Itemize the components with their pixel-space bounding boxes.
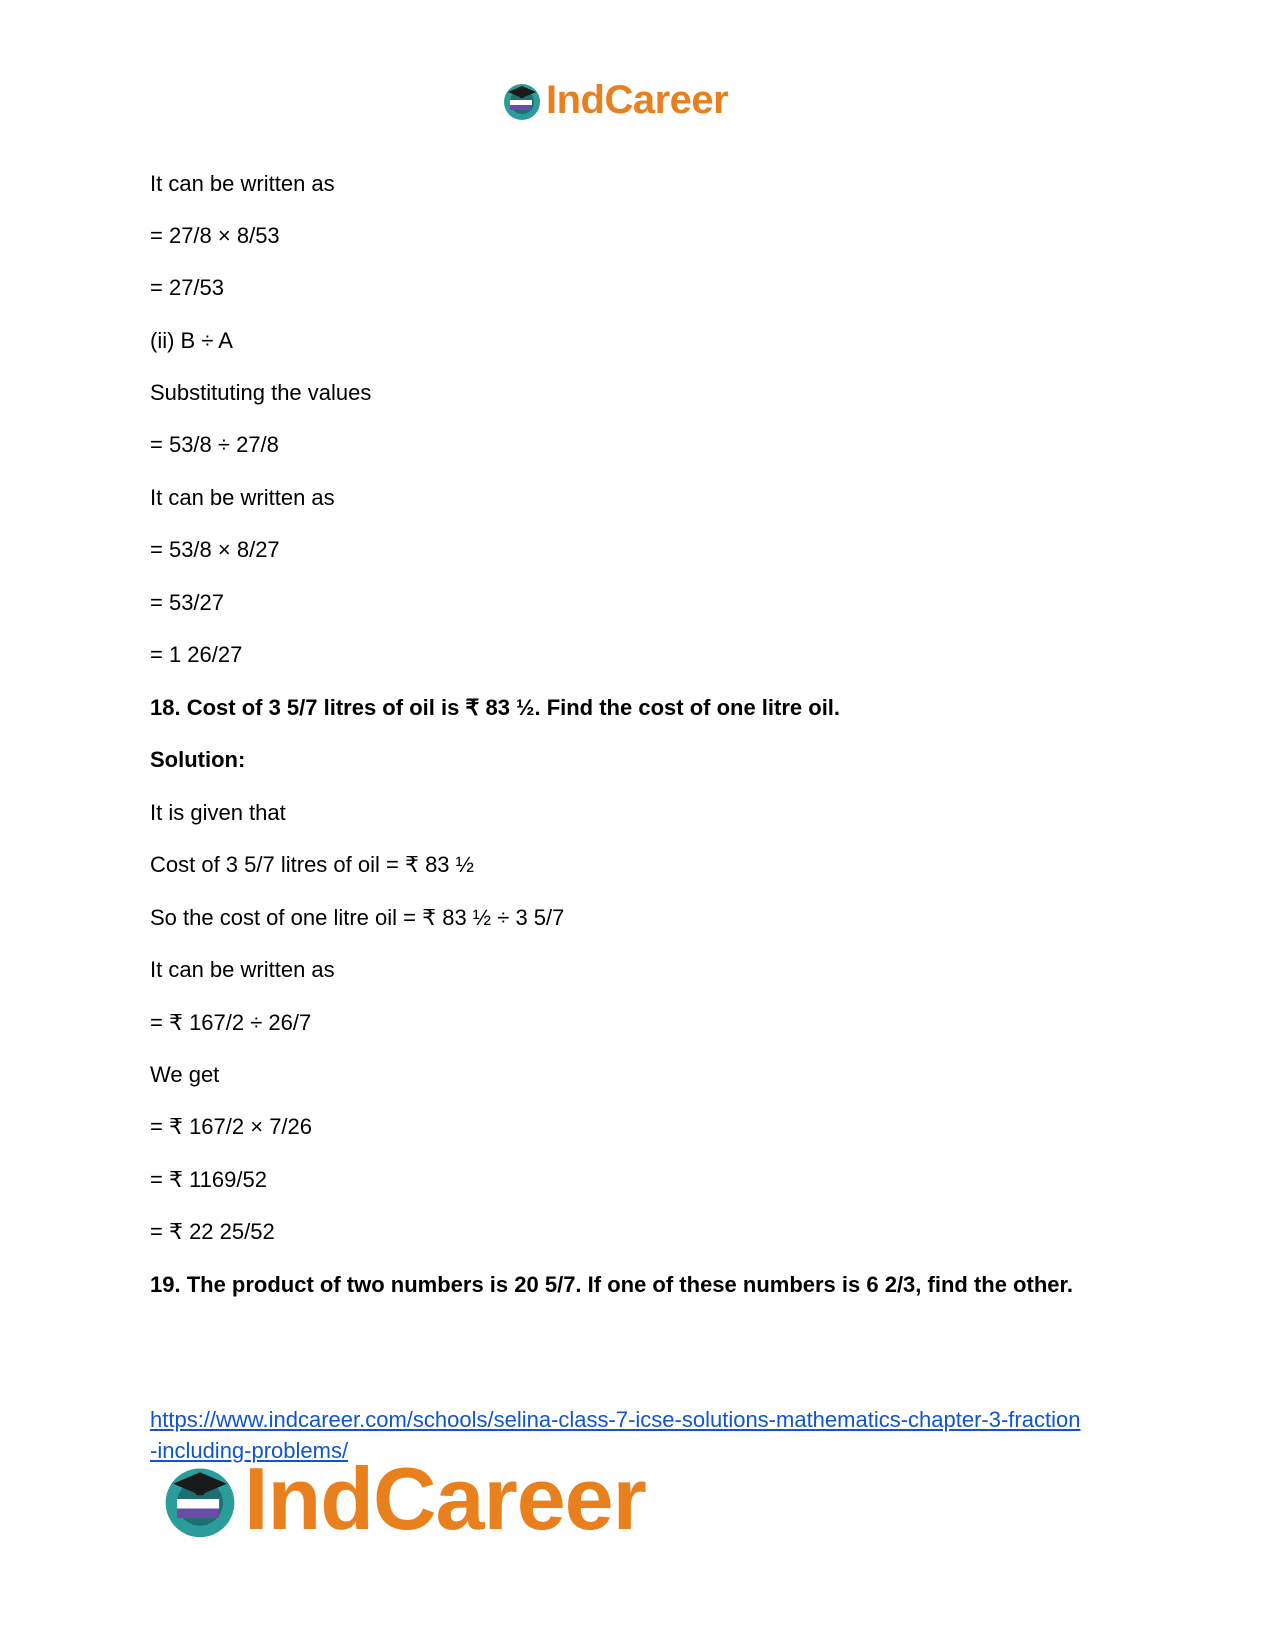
question-heading: 19. The product of two numbers is 20 5/7. If one of these numbers is 6 2/3, find the other.: [150, 1272, 1073, 1297]
text-line: = ₹ 167/2 ÷ 26/7: [150, 1010, 312, 1035]
text-line: It can be written as: [150, 171, 335, 196]
text-line: = 1 26/27: [150, 642, 243, 667]
text-line: So the cost of one litre oil = ₹ 83 ½ ÷ 3 5/7: [150, 905, 565, 930]
text-line: = ₹ 1169/52: [150, 1167, 267, 1192]
text-line: We get: [150, 1062, 220, 1087]
text-line: It can be written as: [150, 957, 335, 982]
text-line: It can be written as: [150, 485, 335, 510]
source-link-line-2[interactable]: -including-problems/: [150, 1438, 349, 1463]
text-line: = 53/8 × 8/27: [150, 537, 280, 562]
text-line: = 27/53: [150, 275, 225, 300]
text-line: = 27/8 × 8/53: [150, 223, 280, 248]
text-line: = ₹ 167/2 × 7/26: [150, 1114, 313, 1139]
text-line: It is given that: [150, 800, 286, 825]
question-heading: 18. Cost of 3 5/7 litres of oil is ₹ 83 ½. Find the cost of one litre oil.: [150, 695, 841, 720]
source-link-line-1[interactable]: https://www.indcareer.com/schools/selina-class-7-icse-solutions-mathematics-chapter-3-fraction: [150, 1407, 1081, 1432]
text-line: Substituting the values: [150, 380, 372, 405]
text-line: Cost of 3 5/7 litres of oil = ₹ 83 ½: [150, 852, 474, 877]
graduation-cap-icon: [500, 78, 544, 122]
logo-wordmark: IndCareer: [546, 78, 729, 122]
solution-heading: Solution:: [150, 747, 246, 772]
text-line: = 53/8 ÷ 27/8: [150, 432, 279, 457]
header-logo: [500, 78, 728, 122]
graduation-cap-icon: [158, 1457, 242, 1541]
text-line: (ii) B ÷ A: [150, 328, 233, 353]
logo-wordmark: IndCareer: [244, 1449, 646, 1548]
text-line: = 53/27: [150, 590, 225, 615]
text-line: = ₹ 22 25/52: [150, 1219, 275, 1244]
